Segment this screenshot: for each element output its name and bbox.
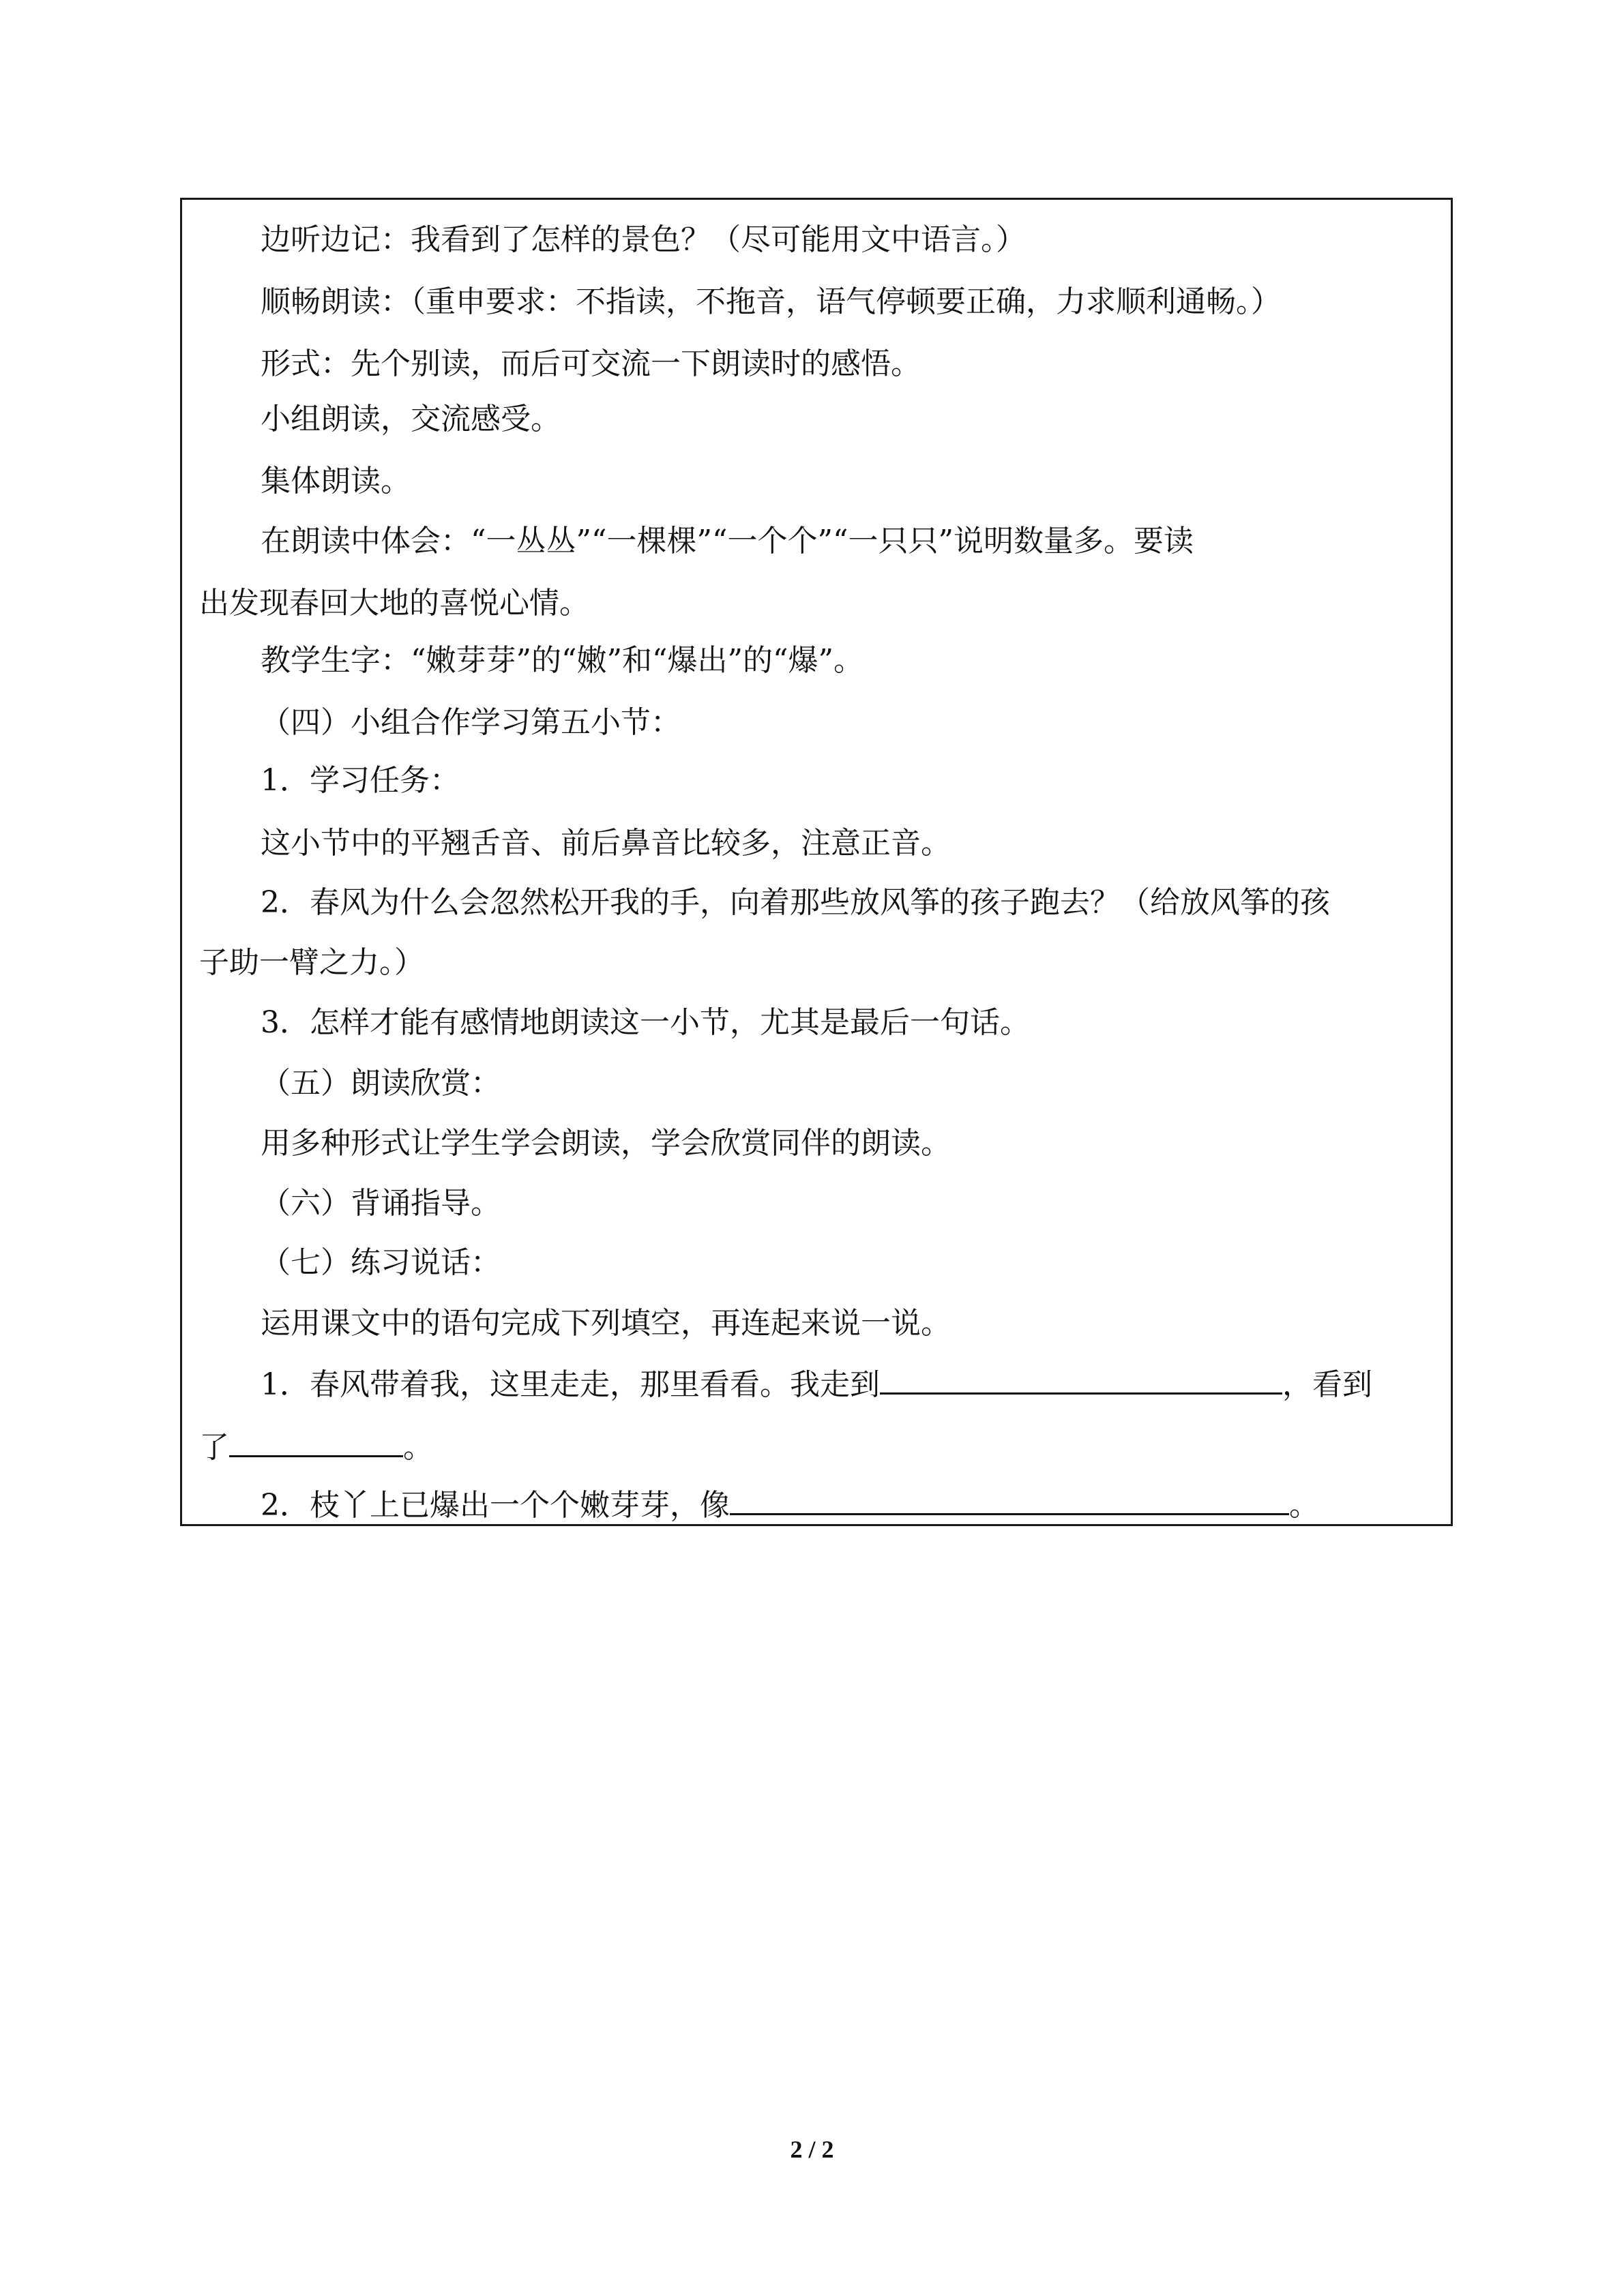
section-heading-6: （六）背诵指导。 bbox=[261, 1186, 501, 1221]
fill-blank-sentence-1 bbox=[261, 1362, 1372, 1405]
text-line-19: 运用课文中的语句完成下列填空，再连起来说一说。 bbox=[261, 1306, 951, 1341]
fill2-text-b: 。 bbox=[1289, 1488, 1319, 1523]
text-line-13: 子助一臂之力。） bbox=[199, 945, 424, 980]
fill2-blank[interactable] bbox=[730, 1483, 1289, 1515]
text-line-16: 用多种形式让学生学会朗读，学会欣赏同伴的朗读。 bbox=[261, 1126, 951, 1161]
text-line-3: 形式：先个别读，而后可交流一下朗读时的感悟。 bbox=[261, 346, 921, 381]
text-line-7: 出发现春回大地的喜悦心情。 bbox=[199, 586, 589, 621]
fill1-blank-b[interactable] bbox=[229, 1425, 403, 1457]
fill1-text-b: ，看到 bbox=[1282, 1367, 1372, 1402]
text-line-1: 边听边记：我看到了怎样的景色？（尽可能用文中语言。） bbox=[261, 222, 1026, 257]
text-line-5: 集体朗读。 bbox=[261, 464, 411, 498]
text-line-2: 顺畅朗读：（重申要求：不指读，不拖音，语气停顿要正确，力求顺利通畅。） bbox=[261, 284, 1281, 319]
page-number: 2 / 2 bbox=[790, 2136, 834, 2163]
section-heading-7: （七）练习说话： bbox=[261, 1245, 501, 1280]
text-line-6: 在朗读中体会：“一丛丛”“一棵棵”“一个个”“一只只”说明数量多。要读 bbox=[261, 524, 1194, 558]
fill1-text-a: 1．春风带着我，这里走走，那里看看。我走到 bbox=[261, 1367, 880, 1402]
text-line-11: 这小节中的平翘舌音、前后鼻音比较多，注意正音。 bbox=[261, 826, 951, 861]
text-line-12: 2．春风为什么会忽然松开我的手，向着那些放风筝的孩子跑去？（给放风筝的孩 bbox=[261, 885, 1330, 920]
text-line-8: 教学生字：“嫩芽芽”的“嫩”和“爆出”的“爆”。 bbox=[261, 643, 863, 678]
section-heading-4: （四）小组合作学习第五小节： bbox=[261, 705, 681, 740]
text-line-14: 3．怎样才能有感情地朗读这一小节，尤其是最后一句话。 bbox=[261, 1005, 1030, 1040]
fill-blank-sentence-1-continued bbox=[199, 1425, 433, 1468]
text-line-4: 小组朗读，交流感受。 bbox=[261, 402, 561, 436]
fill2-text-a: 2．枝丫上已爆出一个个嫩芽芽，像 bbox=[261, 1488, 730, 1523]
fill1-text-c: 了 bbox=[199, 1430, 229, 1465]
section-heading-5: （五）朗读欣赏： bbox=[261, 1066, 501, 1101]
fill1-text-d: 。 bbox=[403, 1430, 433, 1465]
fill-blank-sentence-2 bbox=[261, 1483, 1319, 1526]
fill1-blank-a[interactable] bbox=[880, 1362, 1282, 1395]
text-line-10: 1．学习任务： bbox=[261, 763, 460, 798]
